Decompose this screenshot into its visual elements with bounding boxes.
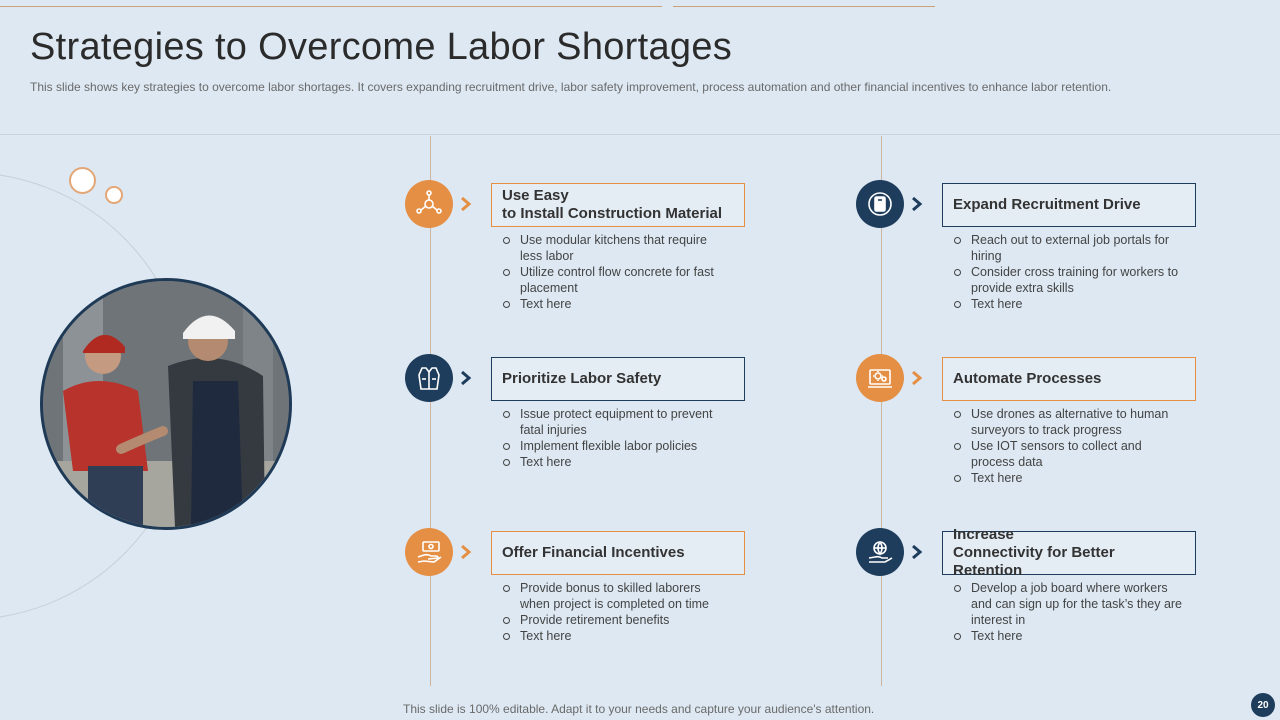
strategy-title-line1: Expand Recruitment Drive	[953, 196, 1141, 213]
workers-illustration	[43, 281, 289, 527]
bullet-item: Develop a job board where workers and can sign up for the task’s they are interest in	[952, 580, 1182, 628]
strategy-bullets	[952, 232, 1182, 312]
strategy-title-box	[942, 526, 1196, 579]
bullet-item: Text here	[952, 470, 1182, 486]
bullet-item: Use drones as alternative to human surveyors to track progress	[952, 406, 1182, 438]
page-number-badge: 20	[1251, 693, 1275, 717]
bullet-item: Use IOT sensors to collect and process data	[952, 438, 1182, 470]
chevron-right-icon	[459, 192, 473, 216]
strategy-title-line1: Prioritize Labor Safety	[502, 370, 662, 387]
automation-gears-icon	[856, 354, 904, 402]
bullet-item: Provide retirement benefits	[501, 612, 731, 628]
bullet-item: Provide bonus to skilled laborers when project is completed on time	[501, 580, 731, 612]
safety-vest-icon	[405, 354, 453, 402]
decorative-circle-small	[105, 186, 123, 204]
construction-network-icon	[405, 180, 453, 228]
strategy-title-line1: Automate Processes	[953, 370, 1102, 387]
strategy-title-box	[491, 531, 745, 575]
strategy-title-line1: Offer Financial Incentives	[502, 544, 685, 561]
strategy-bullets	[501, 406, 731, 470]
page-title: Strategies to Overcome Labor Shortages	[30, 26, 733, 68]
money-hand-icon	[405, 528, 453, 576]
strategy-title-box	[942, 357, 1196, 401]
strategy-card	[405, 354, 825, 514]
strategy-bullets	[501, 580, 731, 644]
strategy-title-box	[491, 357, 745, 401]
bullet-item: Text here	[501, 454, 731, 470]
strategy-title-line2: Connectivity for Better Retention	[953, 544, 1115, 579]
bullet-item: Text here	[501, 628, 731, 644]
top-rule-left	[0, 6, 662, 7]
workers-photo	[40, 278, 292, 530]
chevron-right-icon	[910, 192, 924, 216]
chevron-right-icon	[459, 540, 473, 564]
strategy-bullets	[952, 580, 1182, 644]
strategy-card	[856, 180, 1276, 340]
bullet-item: Consider cross training for workers to provide extra skills	[952, 264, 1182, 296]
bullet-item: Implement flexible labor policies	[501, 438, 731, 454]
strategy-title-box	[491, 183, 745, 227]
strategy-bullets	[501, 232, 731, 312]
bullet-item: Reach out to external job portals for hiring	[952, 232, 1182, 264]
bullet-item: Text here	[952, 296, 1182, 312]
page-subtitle: This slide shows key strategies to overcome labor shortages. It covers expanding recruitment drive, labor safety improvement, process automation and other financial incentives to enhance labor retention.	[30, 80, 1112, 94]
strategy-card	[856, 354, 1276, 514]
chevron-right-icon	[910, 366, 924, 390]
strategy-title-line2: to Install Construction Material	[502, 205, 723, 222]
chevron-right-icon	[910, 540, 924, 564]
bullet-item: Text here	[952, 628, 1182, 644]
strategy-card	[856, 528, 1276, 688]
strategy-card	[405, 180, 825, 340]
strategy-title-line1: Increase	[953, 526, 1014, 543]
strategy-bullets	[952, 406, 1182, 486]
strategy-title-box	[942, 183, 1196, 227]
bullet-item: Utilize control flow concrete for fast placement	[501, 264, 731, 296]
chevron-right-icon	[459, 366, 473, 390]
strategy-title-line1: Use Easy	[502, 187, 569, 204]
id-badge-icon	[856, 180, 904, 228]
globe-hand-icon	[856, 528, 904, 576]
top-rule-right	[673, 6, 935, 7]
strategy-card	[405, 528, 825, 688]
footer-note: This slide is 100% editable. Adapt it to your needs and capture your audience's attention.	[403, 702, 875, 716]
bullet-item: Use modular kitchens that require less labor	[501, 232, 731, 264]
decorative-circle-large	[69, 167, 96, 194]
bullet-item: Issue protect equipment to prevent fatal injuries	[501, 406, 731, 438]
bullet-item: Text here	[501, 296, 731, 312]
header-divider	[0, 134, 1280, 135]
